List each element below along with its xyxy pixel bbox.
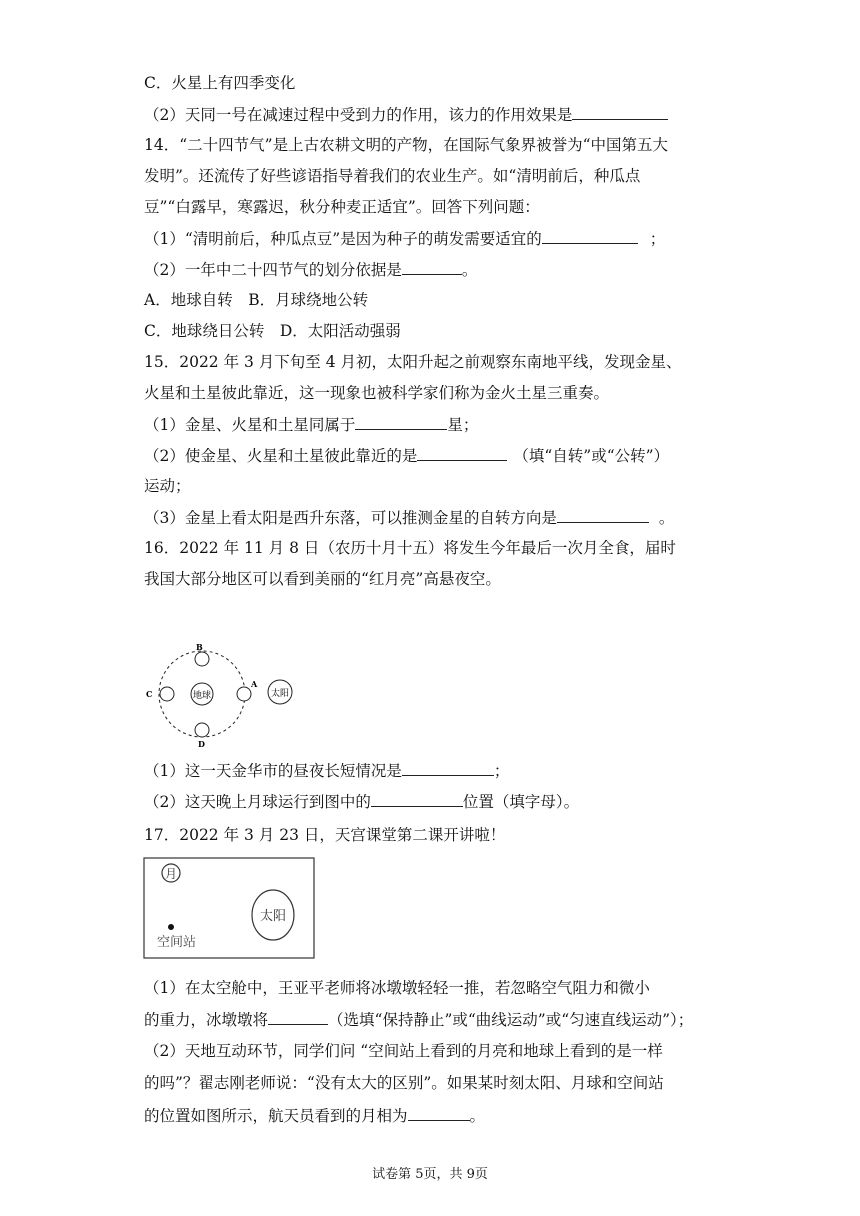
answer-blank[interactable] <box>355 413 447 430</box>
answer-blank[interactable] <box>408 1104 470 1121</box>
q17-2-b: 的吗”？翟志刚老师说：“没有太大的区别”。如果某时刻太阳、月球和空间站 <box>144 1074 664 1092</box>
q14-stem-2: 发明”。还流传了好些谚语指导着我们的农业生产。如“清明前后，种瓜点 <box>144 167 641 185</box>
q17-stem: 17．2022 年 3 月 23 日，天宫课堂第二课开讲啦！ <box>144 826 506 844</box>
q14-stem-1: 14．“二十四节气”是上古农耕文明的产物，在国际气象界被誉为“中国第五大 <box>144 136 668 154</box>
moon-label: 月 <box>164 867 178 881</box>
q14-stem-3: 豆”“白露早，寒露迟，秋分种麦正适宜”。回答下列问题： <box>144 198 540 216</box>
q15-1: （1）金星、火星和土星同属于 星； <box>144 413 734 436</box>
moon-position-a <box>237 687 251 701</box>
q14-1: （1）“清明前后，种瓜点豆”是因为种子的萌发需要适宜的 ； <box>144 227 734 250</box>
answer-blank[interactable] <box>402 759 494 776</box>
earth-label: 地球 <box>192 691 212 701</box>
moon-position-b <box>195 652 209 666</box>
q14-2: （2）一年中二十四节气的划分依据是 。 <box>144 258 734 281</box>
q17-2-a: （2）天地互动环节，同学们问 “空间站上看到的月亮和地球上看到的是一样 <box>144 1042 663 1060</box>
q16-stem-1: 16．2022 年 11 月 8 日（农历十月十五）将发生今年最后一次月全食，届时 <box>144 539 676 557</box>
sun-label: 太阳 <box>270 689 290 699</box>
answer-blank[interactable] <box>572 103 668 120</box>
q15-stem-1: 15．2022 年 3 月下旬至 4 月初，太阳升起之前观察东南地平线，发现金星、 <box>144 353 682 371</box>
q17-1-a: （1）在太空舱中，王亚平老师将冰墩墩轻轻一推，若忽略空气阻力和微小 <box>144 979 650 997</box>
q14-options-ab: A．地球自转 B．月球绕地公转 <box>144 291 369 309</box>
answer-blank[interactable] <box>557 506 649 523</box>
q15-3: （3）金星上看太阳是西升东落，可以推测金星的自转方向是 。 <box>144 506 734 529</box>
q13-2: （2）天同一号在减速过程中受到力的作用，该力的作用效果是 <box>144 103 734 126</box>
q16-stem-2: 我国大部分地区可以看到美丽的“红月亮”高悬夜空。 <box>144 570 501 588</box>
q16-1: （1）这一天金华市的昼夜长短情况是 ； <box>144 759 734 782</box>
answer-blank[interactable] <box>542 227 638 244</box>
q16-2: （2）这天晚上月球运行到图中的 位置（填字母）。 <box>144 790 734 813</box>
label-b: B <box>196 642 203 652</box>
q15-2: （2）使金星、火星和土星彼此靠近的是 （填“自转”或“公转”） <box>144 444 734 467</box>
q15-stem-2: 火星和土星彼此靠近，这一现象也被科学家们称为金火土星三重奏。 <box>144 384 610 402</box>
answer-blank[interactable] <box>268 1008 328 1025</box>
option-c-mars: C．火星上有四季变化 <box>144 74 296 92</box>
space-station-diagram <box>143 857 317 961</box>
label-c: C <box>146 689 153 699</box>
label-a: A <box>251 679 258 689</box>
page-footer: 试卷第 5页，共 9页 <box>372 1167 488 1182</box>
moon-orbit-diagram <box>140 640 300 748</box>
q15-2-cont: 运动； <box>144 477 191 495</box>
sun-label: 太阳 <box>259 909 287 924</box>
answer-blank[interactable] <box>417 444 507 461</box>
label-d: D <box>198 739 205 748</box>
answer-blank[interactable] <box>371 790 463 807</box>
space-station-dot <box>168 924 174 930</box>
answer-blank[interactable] <box>402 258 462 275</box>
space-station-label: 空间站 <box>157 935 197 950</box>
moon-position-c <box>160 687 174 701</box>
q17-1-b: 的重力，冰墩墩将 （选填“保持静止”或“曲线运动”或“匀速直线运动”）； <box>144 1008 734 1031</box>
moon-position-d <box>195 723 209 737</box>
q14-options-cd: C．地球绕日公转 D．太阳活动强弱 <box>144 322 401 340</box>
q17-2-c: 的位置如图所示，航天员看到的月相为 。 <box>144 1104 734 1127</box>
